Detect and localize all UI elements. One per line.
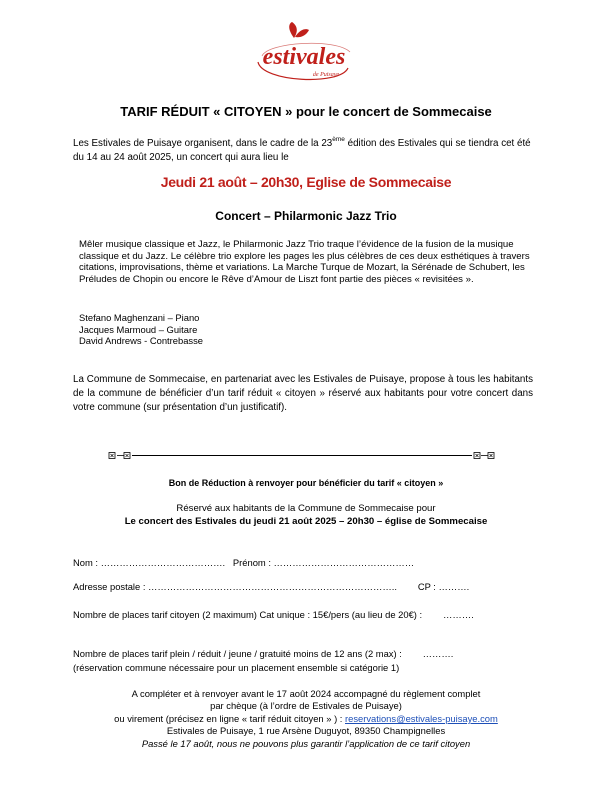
partnership-paragraph: La Commune de Sommecaise, en partenariat avec les Estivales de Puisaye, propose à tous les habitants de la commune de bénéficier d’un tarif réduit « citoyen » réservé aux habitants pour votre concert dans votre commune (sur présentation d’un justificatif).	[73, 374, 533, 414]
address-field-line[interactable]: Adresse postale : …………………………………………………………………….. CP : ……….	[73, 581, 470, 592]
citizen-seats-field-line[interactable]: Nombre de places tarif citoyen (2 maximum) Cat unique : 15€/pers (au lieu de 20€) : ……….	[73, 609, 474, 620]
voucher-title: Bon de Réduction à renvoyer pour bénéficier du tarif « citoyen »	[168, 478, 444, 488]
musician-item: Stefano Maghenzani – Piano	[79, 312, 200, 323]
scissors-icon	[474, 453, 480, 459]
musician-item: Jacques Marmoud – Guitare	[79, 323, 198, 335]
footer-line-transfer: ou virement (précisez en ligne « tarif réduit citoyen » ) : reservations@estivales-puisaye.com	[114, 712, 498, 724]
scissors-icon	[488, 453, 494, 459]
leaf-icon	[295, 29, 309, 37]
musicians-list	[79, 312, 203, 347]
concert-description: Mêler musique classique et Jazz, le Philarmonic Jazz Trio traque l’évidence de la fusion de la musique classique et du Jazz. Le célèbre trio explore les pages les plus célèbres de ces deux esthétiques à travers citations, improvisations, thème et variations. La Marche Turque de Mozart, la Sérénade de Schubert, les Préludes de Chopin ou encore le Rêve d’Amour de Liszt font partie des pièces « revisitées ».	[79, 239, 530, 285]
cut-line	[108, 451, 496, 461]
svg-text:de Puisaye: de Puisaye	[312, 72, 340, 78]
footer-instructions	[0, 688, 612, 750]
musician-item: David Andrews - Contrebasse	[79, 335, 204, 347]
seating-note: (réservation commune nécessaire pour un placement ensemble si catégorie 1)	[73, 662, 400, 673]
reserved-concert-line: Le concert des Estivales du jeudi 21 août 2025 – 20h30 – église de Sommecaise	[124, 515, 488, 527]
footer-line: A compléter et à renvoyer avant le 17 août 2024 accompagné du règlement complet	[131, 688, 481, 699]
footer-address: Estivales de Puisaye, 1 rue Arsène Duguyot, 89350 Champignelles	[166, 725, 446, 737]
footer-line: par chèque (à l’ordre de Estivales de Puisaye)	[210, 700, 402, 712]
name-field-line[interactable]: Nom : …………………………………. Prénom : ………………………………………	[73, 557, 415, 568]
scissors-icon	[109, 453, 115, 459]
concert-title: Concert – Philarmonic Jazz Trio	[215, 209, 397, 223]
reserved-line: Réservé aux habitants de la Commune de Sommecaise pour	[176, 503, 436, 514]
svg-text:estivales: estivales	[262, 44, 346, 70]
page-title: TARIF RÉDUIT « CITOYEN » pour le concert de Sommecaise	[120, 104, 492, 119]
email-link[interactable]: reservations@estivales-puisaye.com	[345, 712, 498, 724]
scissors-icon	[124, 453, 130, 459]
estivales-logo	[248, 22, 360, 88]
reserved-block	[0, 503, 612, 528]
leaf-icon	[289, 22, 297, 38]
footer-warning: Passé le 17 août, nous ne pouvons plus garantir l’application de ce tarif citoyen	[141, 737, 471, 749]
intro-paragraph: Les Estivales de Puisaye organisent, dans le cadre de la 23ème édition des Estivales qui se tiendra cet été du 14 au 24 août 2025, un concert qui aura lieu le	[73, 136, 531, 163]
event-date-heading: Jeudi 21 août – 20h30, Eglise de Sommecaise	[160, 174, 452, 190]
full-price-seats-field-line[interactable]: Nombre de places tarif plein / réduit / jeune / gratuité moins de 12 ans (2 max) : ……….	[73, 648, 454, 659]
